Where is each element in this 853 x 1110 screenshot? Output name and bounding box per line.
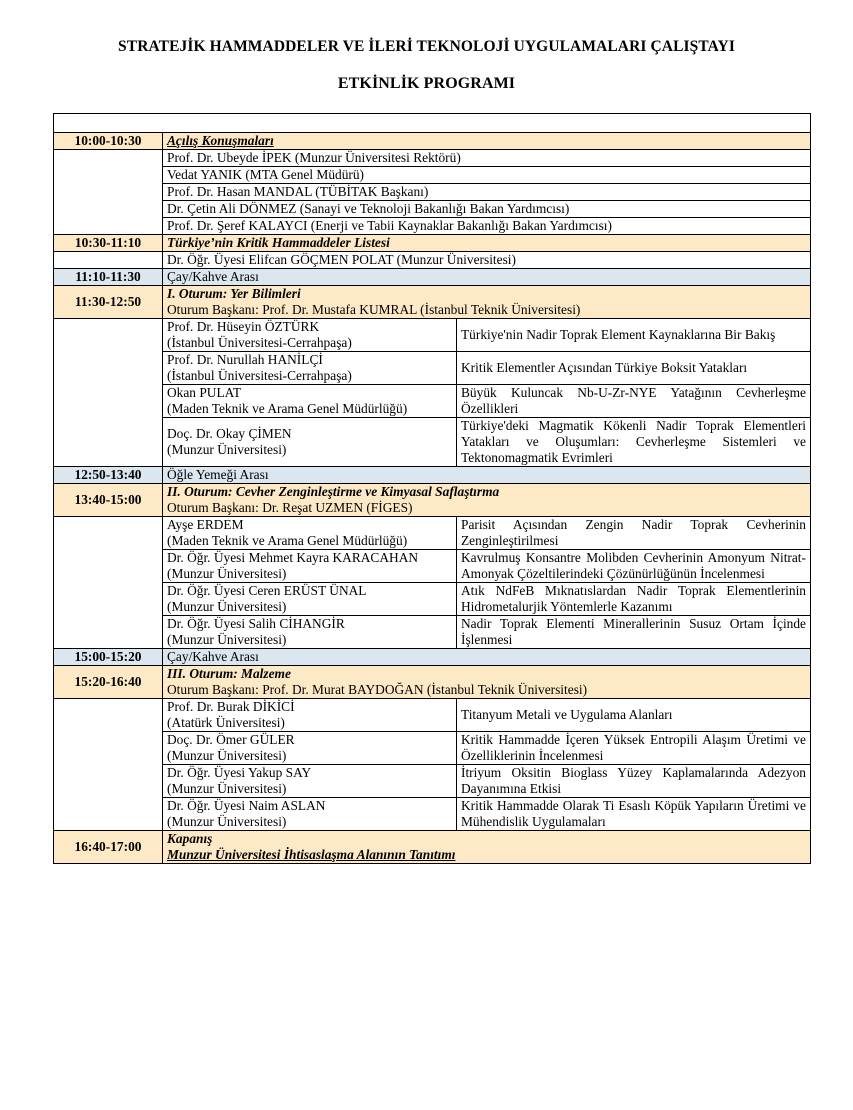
time-cell: 12:50-13:40	[54, 467, 163, 484]
break-row	[54, 649, 811, 666]
speaker-affiliation: (Munzur Üniversitesi)	[167, 781, 287, 796]
speaker-affiliation: (İstanbul Üniversitesi-Cerrahpaşa)	[167, 335, 352, 350]
talk-row	[54, 418, 811, 467]
speaker-cell	[163, 583, 457, 616]
document-title: STRATEJİK HAMMADDELER VE İLERİ TEKNOLOJİ UYGULAMALARI ÇALIŞTAYI	[118, 38, 735, 55]
talk-row	[54, 385, 811, 418]
talk-topic: Nadir Toprak Elementi Minerallerinin Susuz Ortam İçinde İşlenmesi	[457, 616, 811, 649]
session-header-row	[54, 666, 811, 699]
speaker-cell	[163, 798, 457, 831]
speaker-name: Prof. Dr. Nurullah HANİLÇİ	[167, 352, 323, 367]
speaker-name: Prof. Dr. Hüseyin ÖZTÜRK	[167, 319, 320, 334]
talk-topic: Türkiye'deki Magmatik Kökenli Nadir Toprak Elementleri Yatakları ve Oluşumları: Cevherleşme Sistemleri ve Tektonomagmatik Evrimleri	[457, 418, 811, 467]
speaker-row	[54, 167, 811, 184]
time-cell: 10:00-10:30	[54, 133, 163, 150]
speaker-name: Dr. Çetin Ali DÖNMEZ (Sanayi ve Teknoloji Bakanlığı Bakan Yardımcısı)	[163, 201, 811, 218]
talk-topic: Kritik Elementler Açısından Türkiye Boksit Yatakları	[457, 352, 811, 385]
speaker-row	[54, 201, 811, 218]
closing-subtitle: Munzur Üniversitesi İhtisaslaşma Alanının Tanıtımı	[167, 847, 456, 862]
talk-topic: Titanyum Metali ve Uygulama Alanları	[457, 699, 811, 732]
break-label: Öğle Yemeği Arası	[163, 467, 811, 484]
talk-topic: Kavrulmuş Konsantre Molibden Cevherinin Amonyum Nitrat-Amonyak Çözeltilerindeki Çözünürlüğünün İncelenmesi	[457, 550, 811, 583]
time-cell: 15:20-16:40	[54, 666, 163, 699]
break-label: Çay/Kahve Arası	[163, 269, 811, 286]
session-chair: Oturum Başkanı: Dr. Reşat UZMEN (FİGES)	[167, 500, 413, 515]
critical-list-header-row	[54, 235, 811, 252]
talk-row	[54, 798, 811, 831]
speaker-cell	[163, 385, 457, 418]
time-cell: 16:40-17:00	[54, 831, 163, 864]
program-table	[53, 113, 811, 864]
closing-title: Kapanış	[167, 831, 213, 846]
time-cell: 10:30-11:10	[54, 235, 163, 252]
document-subtitle: ETKİNLİK PROGRAMI	[337, 75, 516, 92]
speaker-row	[54, 184, 811, 201]
table-header-row	[54, 114, 811, 133]
talk-topic: Büyük Kuluncak Nb-U-Zr-NYE Yatağının Cevherleşme Özellikleri	[457, 385, 811, 418]
time-cell: 11:30-12:50	[54, 286, 163, 319]
speaker-name: Dr. Öğr. Üyesi Mehmet Kayra KARACAHAN	[167, 550, 419, 565]
speaker-cell	[163, 352, 457, 385]
talk-topic: Atık NdFeB Mıknatıslardan Nadir Toprak Elementlerinin Hidrometalurjik Yöntemlerle Kazanımı	[457, 583, 811, 616]
speaker-name: Okan PULAT	[167, 385, 242, 400]
speaker-row	[54, 150, 811, 167]
speaker-cell	[163, 699, 457, 732]
speaker-cell	[163, 418, 457, 467]
speaker-name: Dr. Öğr. Üyesi Naim ASLAN	[167, 798, 326, 813]
talk-topic: Kritik Hammadde Olarak Ti Esaslı Köpük Yapıların Üretimi ve Mühendislik Uygulamaları	[457, 798, 811, 831]
speaker-name: Dr. Öğr. Üyesi Salih CİHANGİR	[167, 616, 345, 631]
break-label: Çay/Kahve Arası	[163, 649, 811, 666]
session-header-row	[54, 484, 811, 517]
speaker-cell	[163, 517, 457, 550]
speaker-affiliation: (Maden Teknik ve Arama Genel Müdürlüğü)	[167, 533, 408, 548]
speaker-cell	[163, 732, 457, 765]
speaker-name: Prof. Dr. Ubeyde İPEK (Munzur Üniversitesi Rektörü)	[163, 150, 811, 167]
session-title: I. Oturum: Yer Bilimleri	[167, 286, 301, 301]
session-title: III. Oturum: Malzeme	[167, 666, 291, 681]
time-cell: 15:00-15:20	[54, 649, 163, 666]
talk-row	[54, 319, 811, 352]
talk-row	[54, 616, 811, 649]
speaker-name: Doç. Dr. Ömer GÜLER	[167, 732, 295, 747]
talk-topic: Kritik Hammadde İçeren Yüksek Entropili Alaşım Üretimi ve Özelliklerinin İncelenmesi	[457, 732, 811, 765]
speaker-name: Dr. Öğr. Üyesi Elifcan GÖÇMEN POLAT (Munzur Üniversitesi)	[163, 252, 811, 269]
talk-row	[54, 517, 811, 550]
speaker-affiliation: (Munzur Üniversitesi)	[167, 632, 287, 647]
session-chair: Oturum Başkanı: Prof. Dr. Mustafa KUMRAL (İstanbul Teknik Üniversitesi)	[167, 302, 581, 317]
speaker-affiliation: (Atatürk Üniversitesi)	[167, 715, 285, 730]
speaker-row	[54, 252, 811, 269]
session-title: II. Oturum: Cevher Zenginleştirme ve Kimyasal Saflaştırma	[167, 484, 500, 499]
session-title: Açılış Konuşmaları	[163, 133, 811, 150]
break-row	[54, 467, 811, 484]
speaker-cell	[163, 550, 457, 583]
speaker-affiliation: (Munzur Üniversitesi)	[167, 442, 287, 457]
talk-row	[54, 765, 811, 798]
speaker-affiliation: (İstanbul Üniversitesi-Cerrahpaşa)	[167, 368, 352, 383]
talk-row	[54, 732, 811, 765]
speaker-affiliation: (Munzur Üniversitesi)	[167, 814, 287, 829]
opening-header-row	[54, 133, 811, 150]
closing-row	[54, 831, 811, 864]
speaker-name: Vedat YANIK (MTA Genel Müdürü)	[163, 167, 811, 184]
speaker-name: Doç. Dr. Okay ÇİMEN	[167, 426, 292, 441]
speaker-cell	[163, 616, 457, 649]
talk-row	[54, 352, 811, 385]
talk-topic: Türkiye'nin Nadir Toprak Element Kaynaklarına Bir Bakış	[457, 319, 811, 352]
talk-topic: İtriyum Oksitin Bioglass Yüzey Kaplamalarında Adezyon Dayanımına Etkisi	[457, 765, 811, 798]
talk-row	[54, 550, 811, 583]
speaker-name: Ayşe ERDEM	[167, 517, 244, 532]
speaker-affiliation: (Munzur Üniversitesi)	[167, 748, 287, 763]
break-row	[54, 269, 811, 286]
talk-row	[54, 583, 811, 616]
time-cell: 13:40-15:00	[54, 484, 163, 517]
speaker-name: Dr. Öğr. Üyesi Yakup SAY	[167, 765, 312, 780]
speaker-affiliation: (Maden Teknik ve Arama Genel Müdürlüğü)	[167, 401, 408, 416]
speaker-name: Dr. Öğr. Üyesi Ceren ERÜST ÜNAL	[167, 583, 367, 598]
speaker-row	[54, 218, 811, 235]
time-cell: 11:10-11:30	[54, 269, 163, 286]
talk-topic: Parisit Açısından Zengin Nadir Toprak Cevherinin Zenginleştirilmesi	[457, 517, 811, 550]
speaker-cell	[163, 319, 457, 352]
speaker-name: Prof. Dr. Hasan MANDAL (TÜBİTAK Başkanı)	[163, 184, 811, 201]
speaker-name: Prof. Dr. Burak DİKİCİ	[167, 699, 295, 714]
session-chair: Oturum Başkanı: Prof. Dr. Murat BAYDOĞAN (İstanbul Teknik Üniversitesi)	[167, 682, 588, 697]
session-title: Türkiye’nin Kritik Hammaddeler Listesi	[163, 235, 811, 252]
talk-row	[54, 699, 811, 732]
speaker-cell	[163, 765, 457, 798]
speaker-name: Prof. Dr. Şeref KALAYCI (Enerji ve Tabii Kaynaklar Bakanlığı Bakan Yardımcısı)	[163, 218, 811, 235]
session-header-row	[54, 286, 811, 319]
speaker-affiliation: (Munzur Üniversitesi)	[167, 599, 287, 614]
speaker-affiliation: (Munzur Üniversitesi)	[167, 566, 287, 581]
